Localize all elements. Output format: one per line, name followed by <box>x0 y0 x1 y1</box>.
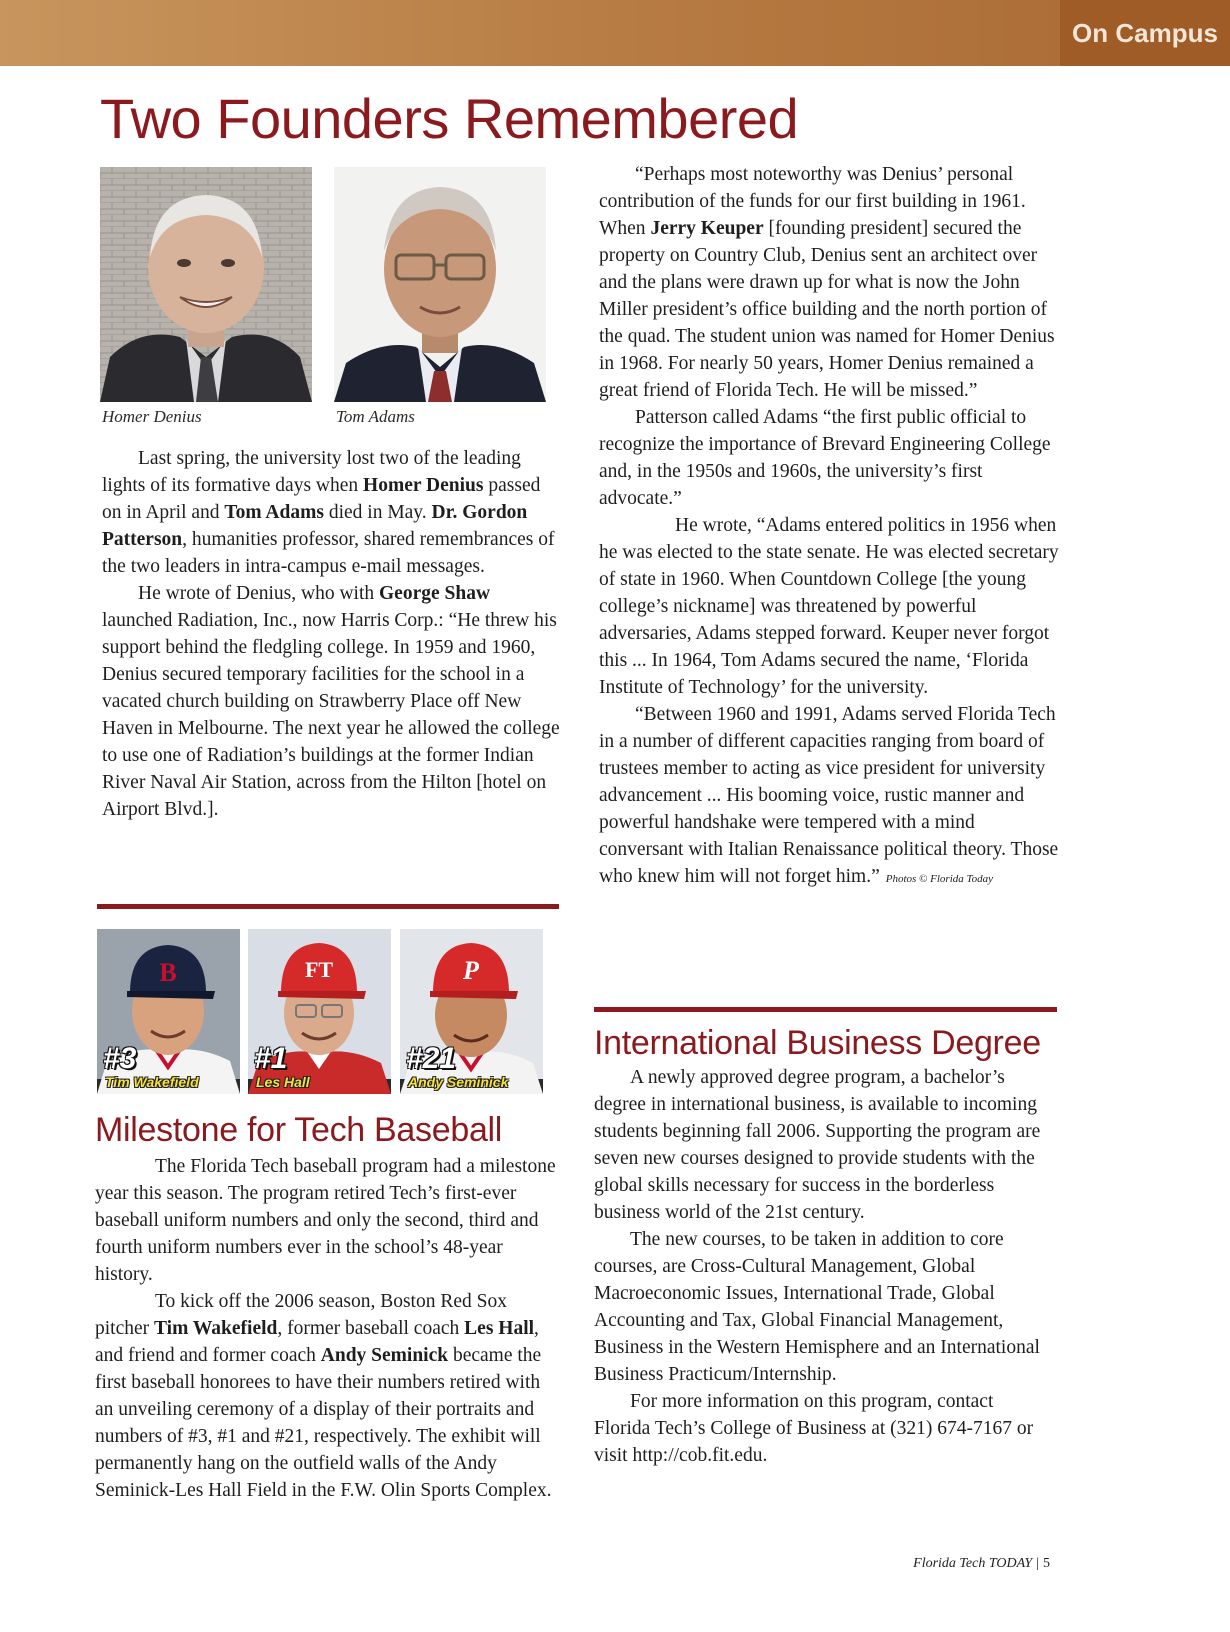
person-name: Les Hall <box>464 1318 535 1339</box>
paragraph: The Florida Tech baseball program had a milestone year this season. The program retired Tech’s first-ever baseball uniform numbers and only the second, third and fourth uniform numbers ever in the school’s 48-year history. <box>95 1156 556 1285</box>
publication-name: Florida Tech TODAY <box>913 1556 1033 1571</box>
jersey-number: #21 <box>406 1042 457 1075</box>
photo-tom-adams <box>334 167 546 402</box>
business-title: International Business Degree <box>594 1024 1041 1062</box>
jersey-number: #1 <box>254 1042 288 1075</box>
person-name: Andy Seminick <box>320 1345 449 1366</box>
footer-separator: | <box>1036 1556 1039 1571</box>
paragraph: “Between 1960 and 1991, Adams served Florida Tech in a number of different capacities ranging from board of trustees member to acting as vice president for university advancement ... His booming voice, rustic manner and powerful handshake were tempered with a mind conversant with Italian Renaissance political theory. Those who knew him will not forget him.” Photos © Florida Today <box>599 704 1059 887</box>
article-title: Two Founders Remembered <box>100 87 799 150</box>
section-divider <box>594 1007 1057 1012</box>
photo-credit: Photos © Florida Today <box>885 873 994 885</box>
founders-left-column <box>102 445 562 823</box>
photo-caption: Homer Denius <box>102 407 202 426</box>
svg-text:B: B <box>159 958 177 987</box>
card-andy-seminick <box>400 929 543 1094</box>
jersey-number: #3 <box>103 1042 137 1075</box>
person-name: Tom Adams <box>224 502 324 523</box>
svg-text:FT: FT <box>304 957 334 982</box>
person-name: Homer Denius <box>363 475 484 496</box>
paragraph: “Perhaps most noteworthy was Denius’ personal contribution of the funds for our first building in 1961. When Jerry Keuper [founding president] secured the property on Country Club, Denius sent an architect over and the plans were drawn up for what is now the John Miller president’s office building and the north portion of the quad. The student union was named for Homer Denius in 1968. For nearly 50 years, Homer Denius remained a great friend of Florida Tech. He will be missed.” <box>599 164 1055 401</box>
card-tim-wakefield <box>97 929 240 1094</box>
paragraph: To kick off the 2006 season, Boston Red Sox pitcher Tim Wakefield, former baseball coach Les Hall, and friend and former coach Andy Seminick became the first baseball honorees to have their numbers retired with an unveiling ceremony of a display of their portraits and numbers of #3, #1 and #21, respectively. The exhibit will permanently hang on the outfield walls of the Andy Seminick-Les Hall Field in the F.W. Olin Sports Complex. <box>95 1291 552 1501</box>
person-name: Tim Wakefield <box>154 1318 278 1339</box>
paragraph: The new courses, to be taken in addition to core courses, are Cross-Cultural Management, Global Macroeconomic Issues, International Trade, Global Accounting and Tax, Global Financial Management, Business in the Western Hemisphere and an International Business Practicum/Internship. <box>594 1229 1040 1385</box>
section-divider <box>97 904 559 909</box>
paragraph: He wrote of Denius, who with George Shaw launched Radiation, Inc., now Harris Corp.: “He threw his support behind the fledgling college. In 1959 and 1960, Denius secured temporary facilities for the school in a vacated church building on Strawberry Place off New Haven in Melbourne. The next year he allowed the college to use one of Radiation’s buildings at the former Indian River Naval Air Station, across from the Hilton [hotel on Airport Blvd.]. <box>102 583 560 820</box>
section-label: On Campus <box>1060 0 1230 66</box>
person-name: George Shaw <box>379 583 491 604</box>
header-bar <box>0 0 1230 66</box>
paragraph: He wrote, “Adams entered politics in 1956 when he was elected to the state senate. He was elected secretary of state in 1960. When Countdown College [the young college’s nickname] was threatened by powerful adversaries, Adams stepped forward. Keuper never forgot this ... In 1964, Tom Adams secured the name, ‘Florida Institute of Technology’ for the university. <box>599 515 1059 698</box>
player-name: Andy Seminick <box>408 1074 509 1090</box>
paragraph: For more information on this program, contact Florida Tech’s College of Business at (321) 674-7167 or visit http://cob.fit.edu. <box>594 1391 1034 1466</box>
founders-right-column <box>599 161 1059 893</box>
photo-caption: Tom Adams <box>336 407 415 426</box>
baseball-column <box>95 1153 560 1504</box>
paragraph: Patterson called Adams “the first public official to recognize the importance of Brevard Engineering College and, in the 1950s and 1960s, the university’s first advocate.” <box>599 407 1051 509</box>
photo-homer-denius <box>100 167 312 402</box>
business-column <box>594 1064 1054 1469</box>
svg-text:P: P <box>463 956 479 985</box>
card-les-hall <box>248 929 391 1094</box>
paragraph: Last spring, the university lost two of the leading lights of its formative days when Homer Denius passed on in April and Tom Adams died in May. Dr. Gordon Patterson, humanities professor, shared remembrances of the two leaders in intra-campus e-mail messages. <box>102 448 555 577</box>
page-footer <box>913 1556 1050 1572</box>
paragraph: A newly approved degree program, a bachelor’s degree in international business, is available to incoming students beginning fall 2006. Supporting the program are seven new courses designed to provide students with the global skills necessary for success in the borderless business world of the 21st century. <box>594 1067 1041 1223</box>
baseball-title: Milestone for Tech Baseball <box>95 1111 503 1149</box>
player-name: Tim Wakefield <box>105 1074 199 1090</box>
person-name: Dr. Gordon Patterson <box>102 502 528 550</box>
person-name: Jerry Keuper <box>650 218 764 239</box>
page-number: 5 <box>1043 1556 1050 1571</box>
player-name: Les Hall <box>256 1074 310 1090</box>
